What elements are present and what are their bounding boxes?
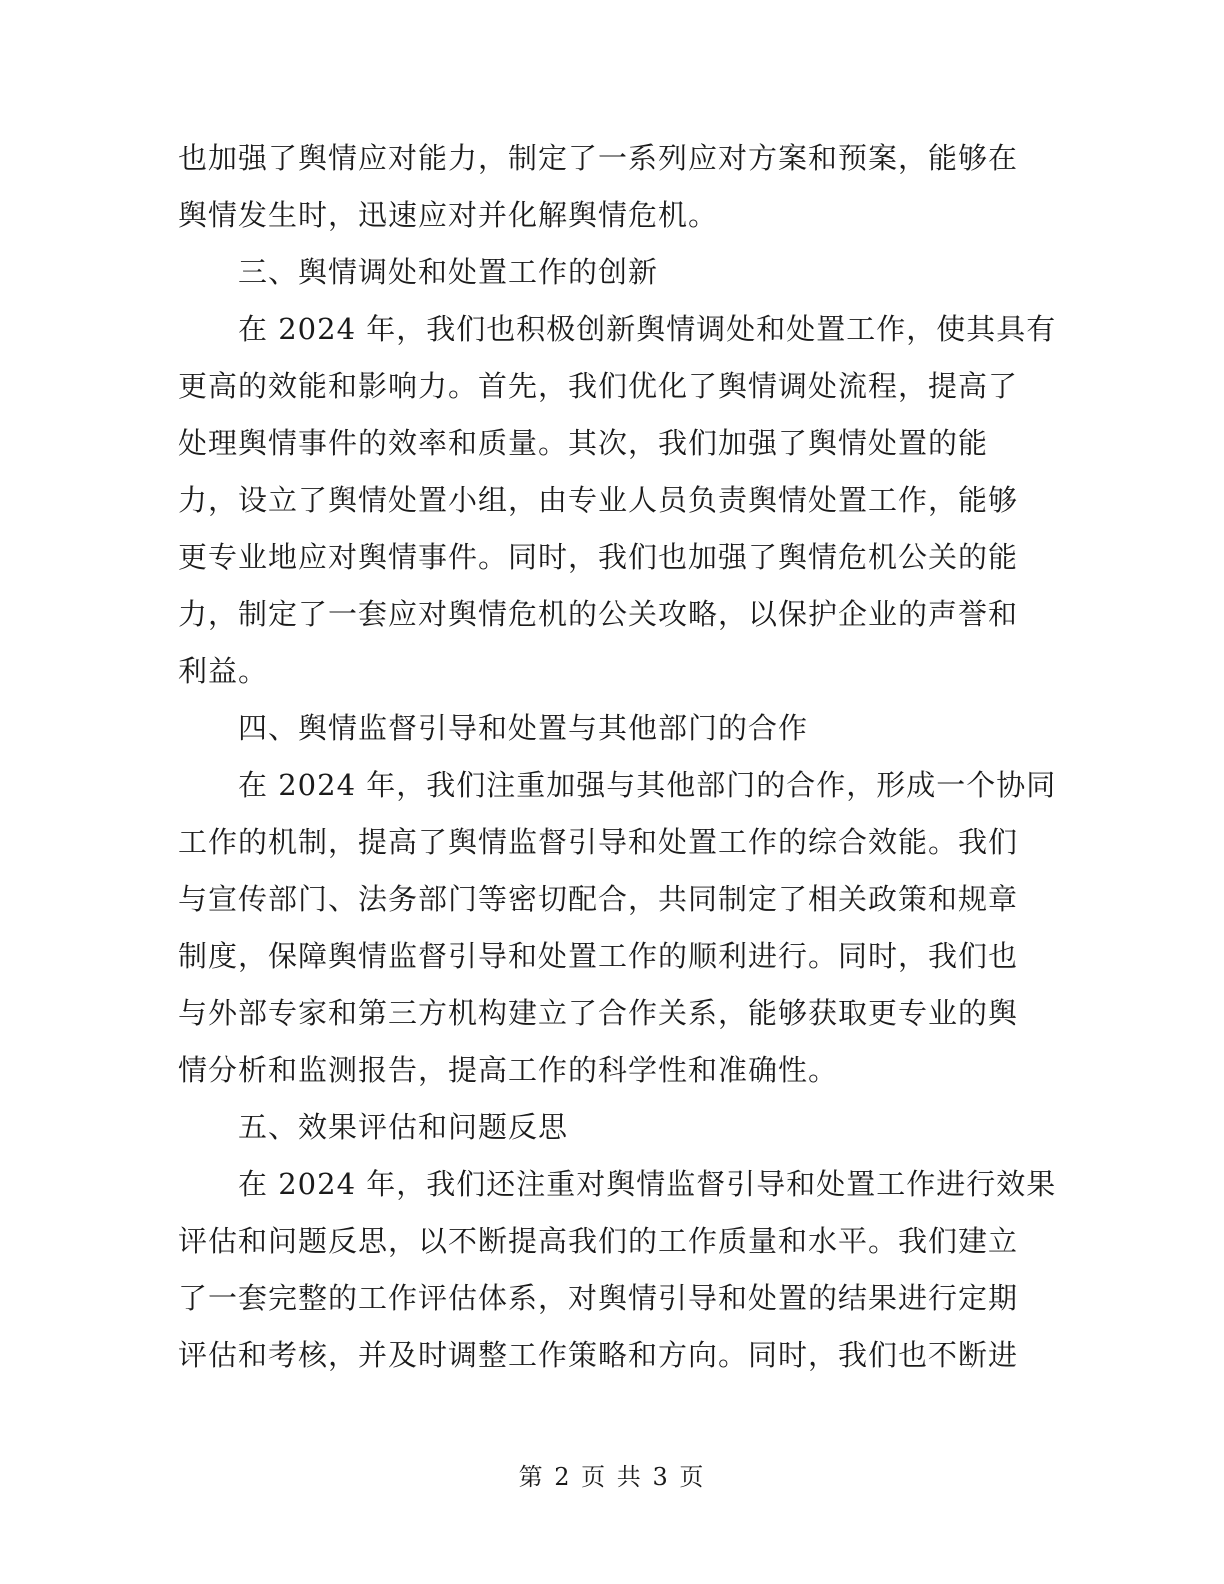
body-line: 在 2024 年，我们还注重对舆情监督引导和处置工作进行效果 bbox=[238, 1167, 1057, 1201]
body-line: 与宣传部门、法务部门等密切配合，共同制定了相关政策和规章 bbox=[178, 882, 1019, 916]
body-line: 情分析和监测报告，提高工作的科学性和准确性。 bbox=[178, 1053, 839, 1087]
body-line: 了一套完整的工作评估体系，对舆情引导和处置的结果进行定期 bbox=[178, 1281, 1019, 1315]
body-line: 利益。 bbox=[178, 654, 269, 688]
body-line: 也加强了舆情应对能力，制定了一系列应对方案和预案，能够在 bbox=[178, 141, 1019, 175]
body-line: 在 2024 年，我们注重加强与其他部门的合作，形成一个协同 bbox=[238, 768, 1057, 802]
body-line: 力，制定了一套应对舆情危机的公关攻略，以保护企业的声誉和 bbox=[178, 597, 1019, 631]
body-line: 工作的机制，提高了舆情监督引导和处置工作的综合效能。我们 bbox=[178, 825, 1019, 859]
section-heading-4: 四、舆情监督引导和处置与其他部门的合作 bbox=[238, 711, 809, 745]
section-heading-3: 三、舆情调处和处置工作的创新 bbox=[238, 255, 659, 289]
body-line: 力，设立了舆情处置小组，由专业人员负责舆情处置工作，能够 bbox=[178, 483, 1019, 517]
section-heading-5: 五、效果评估和问题反思 bbox=[238, 1110, 569, 1144]
body-line: 更高的效能和影响力。首先，我们优化了舆情调处流程，提高了 bbox=[178, 369, 1019, 403]
body-line: 与外部专家和第三方机构建立了合作关系，能够获取更专业的舆 bbox=[178, 996, 1019, 1030]
body-line: 更专业地应对舆情事件。同时，我们也加强了舆情危机公关的能 bbox=[178, 540, 1019, 574]
body-line: 评估和考核，并及时调整工作策略和方向。同时，我们也不断进 bbox=[178, 1338, 1019, 1372]
body-line: 处理舆情事件的效率和质量。其次，我们加强了舆情处置的能 bbox=[178, 426, 989, 460]
page-number-footer: 第 2 页 共 3 页 bbox=[518, 1463, 706, 1491]
body-line: 舆情发生时，迅速应对并化解舆情危机。 bbox=[178, 198, 719, 232]
body-line: 评估和问题反思，以不断提高我们的工作质量和水平。我们建立 bbox=[178, 1224, 1019, 1258]
body-line: 在 2024 年，我们也积极创新舆情调处和处置工作，使其具有 bbox=[238, 312, 1057, 346]
body-line: 制度，保障舆情监督引导和处置工作的顺利进行。同时，我们也 bbox=[178, 939, 1019, 973]
